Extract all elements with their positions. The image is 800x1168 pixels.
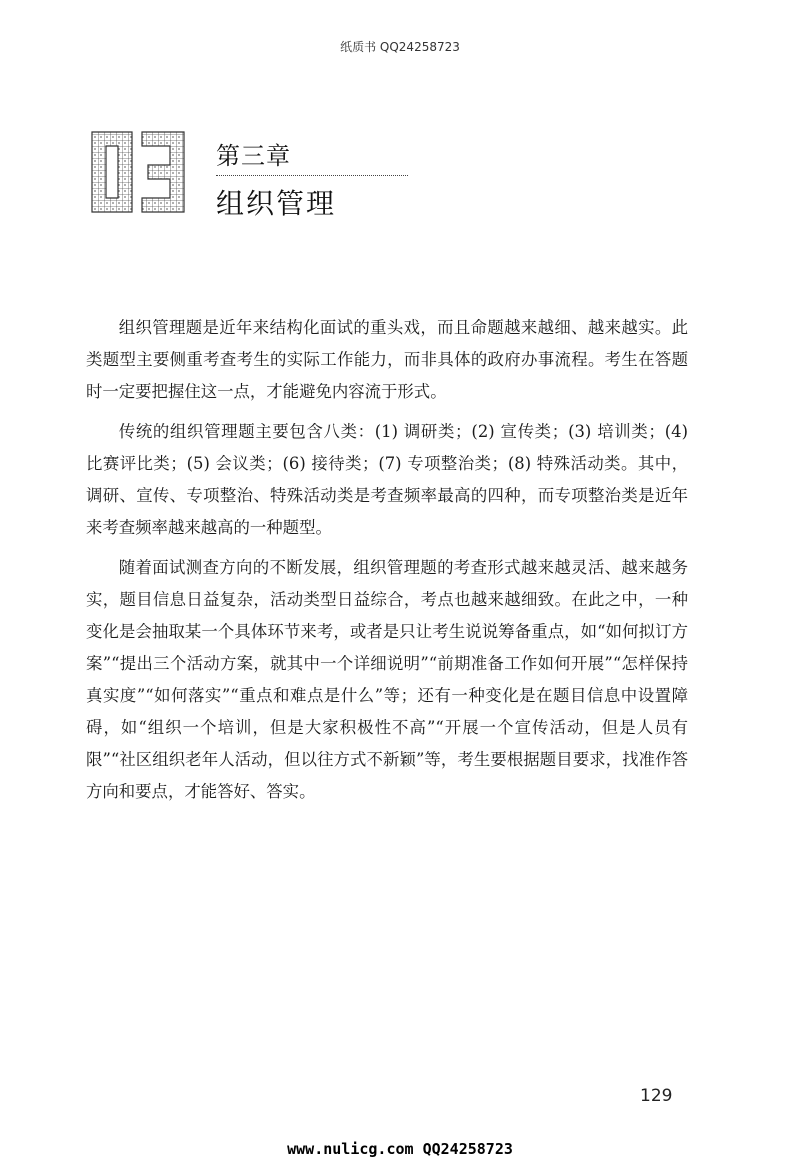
chapter-label: 第三章 (216, 142, 291, 170)
chapter-body (86, 312, 688, 816)
page-number: 129 (640, 1086, 673, 1106)
paragraph: 传统的组织管理题主要包含八类：(1) 调研类；(2) 宣传类；(3) 培训类；(4) 比赛评比类；(5) 会议类；(6) 接待类；(7) 专项整治类；(8) 特殊活动类。其中，调研、宣传、专项整治、特殊活动类是考查频率最高的四种，而专项整治类是近年来考查频率越来越高的一种题型。 (86, 422, 688, 537)
chapter-title: 组织管理 (216, 187, 337, 220)
paragraph: 随着面试测查方向的不断发展，组织管理题的考查形式越来越灵活、越来越务实，题目信息日益复杂，活动类型日益综合，考点也越来越细致。在此之中，一种变化是会抽取某一个具体环节来考，或者是只让考生说说筹备重点，如“如何拟订方案”“提出三个活动方案，就其中一个详细说明”“前期准备工作如何开展”“怎样保持真实度”“如何落实”“重点和难点是什么”等；还有一种变化是在题目信息中设置障碍，如“组织一个培训，但是大家积极性不高”“开展一个宣传活动，但是人员有限”“社区组织老年人活动，但以往方式不新颖”等，考生要根据题目要求，找准作答方向和要点，才能答好、答实。 (86, 558, 688, 801)
chapter-heading (86, 128, 386, 218)
chapter-divider (216, 175, 408, 176)
page-header: 纸质书 QQ24258723 (340, 40, 460, 54)
page-footer: www.nulicg.com QQ24258723 (287, 1140, 513, 1158)
paragraph: 组织管理题是近年来结构化面试的重头戏，而且命题越来越细、越来越实。此类题型主要侧重考查考生的实际工作能力，而非具体的政府办事流程。考生在答题时一定要把握住这一点，才能避免内容流于形式。 (86, 318, 688, 401)
chapter-number-graphic (86, 128, 191, 216)
